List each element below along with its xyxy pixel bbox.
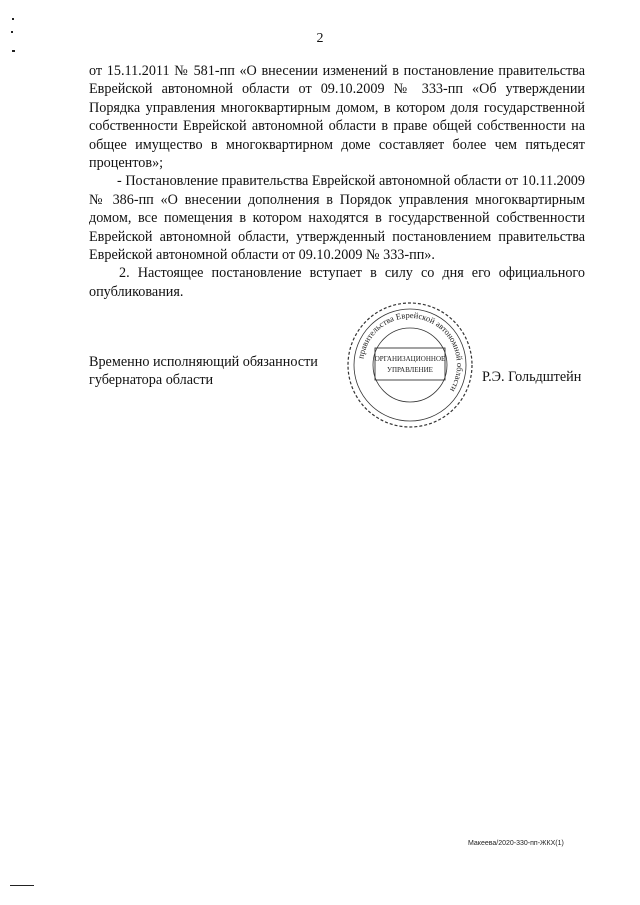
signatory-position-line2: губернатора области (89, 372, 214, 389)
scan-speck (12, 50, 15, 52)
signatory-name: Р.Э. Гольдштейн (482, 369, 582, 385)
scan-speck (12, 18, 14, 20)
signatory-position-line1: Временно исполняющий обязанности (89, 354, 318, 370)
paragraph-list-item: - Постановление правительства Еврейской автономной области от 10.11.2009 № 386-пп «О внесении дополнения в Порядок управления многоквартирным домом, все помещения в котором находятся в государственной собственности Еврейской автономной области, утвержденный постановлением правительства Еврейской автономной области от 09.10.2009 № 333-пп». (89, 173, 585, 264)
document-body (89, 62, 585, 301)
page-number: 2 (316, 31, 324, 46)
paragraph-continuation: от 15.11.2011 № 581-пп «О внесении изменений в постановление правительства Еврейской автономной области от 09.10.2009 № 333-пп «Об утверждении Порядка управления многоквартирным домом, в котором доля государственной собственности Еврейской автономной области в праве общей собственности на общее имущество в многоквартирном доме составляет более чем пятьдесят процентов»; (89, 63, 585, 172)
paragraph-effective-date: 2. Настоящее постановление вступает в силу со дня его официального опубликования. (89, 265, 585, 300)
signatory-position (89, 353, 318, 390)
seal-center-line2: УПРАВЛЕНИЕ (387, 366, 433, 374)
seal-ring-text: правительства Еврейской автономной области (355, 309, 466, 394)
document-reference: Макеева/2020-330-пп-ЖКХ(1) (468, 840, 564, 847)
scan-speck (10, 885, 34, 886)
official-seal (345, 300, 475, 430)
seal-center-line1: ОРГАНИЗАЦИОННОЕ (374, 355, 446, 363)
